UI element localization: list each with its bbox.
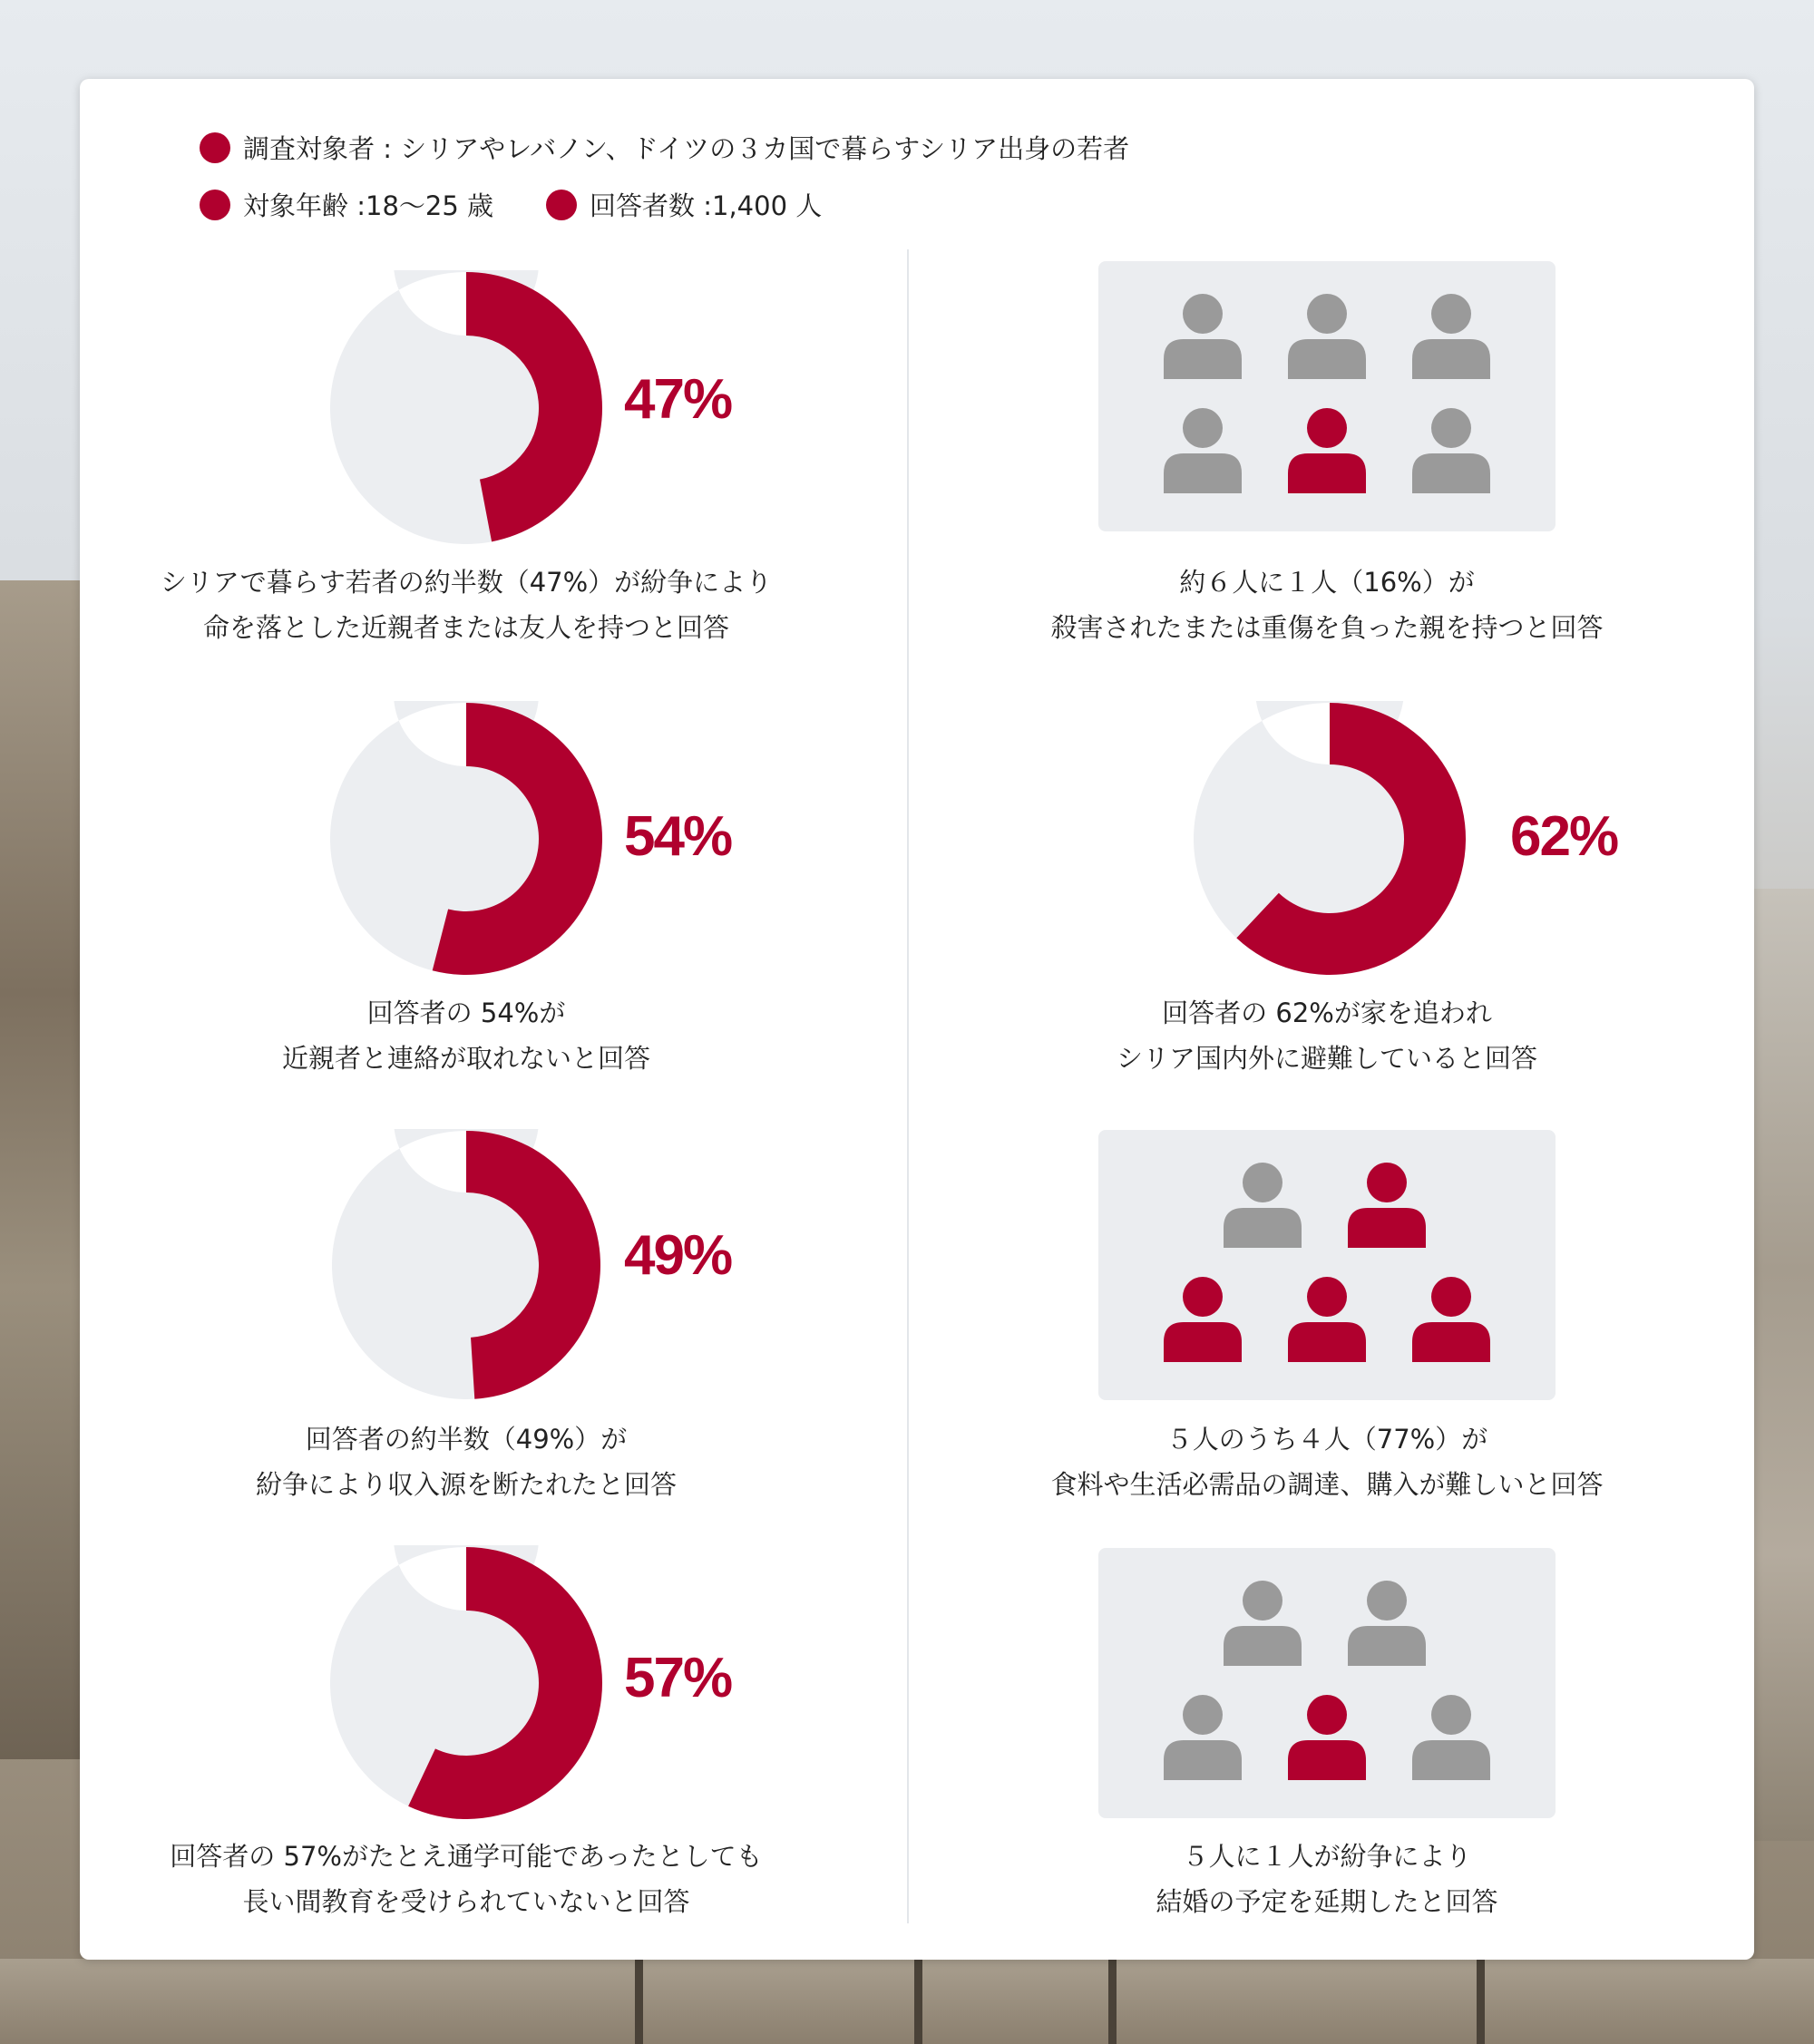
person-highlighted-icon <box>1288 1275 1366 1362</box>
background-ground <box>0 1959 1814 2044</box>
caption-line: 命を落とした近親者または友人を持つと回答 <box>202 612 729 643</box>
caption-line: 近親者と連絡が取れないと回答 <box>281 1043 650 1074</box>
caption <box>149 560 784 650</box>
legend-dot-icon <box>200 132 230 163</box>
caption <box>1009 1834 1644 1924</box>
legend-item <box>200 129 1129 166</box>
caption <box>149 990 784 1081</box>
background-ruins-left <box>0 580 91 1759</box>
background-post <box>1108 1959 1117 2044</box>
pictograph-panel-4-of-5 <box>1098 1130 1556 1400</box>
legend-label: 対象年齢 :18〜25 歳 <box>243 190 494 221</box>
pictograph-panel-1-of-6 <box>1098 261 1556 531</box>
percent-label: 49% <box>624 1224 732 1287</box>
caption <box>1009 990 1644 1081</box>
legend-label: 回答者数 :1,400 人 <box>590 190 823 221</box>
background-post <box>1477 1959 1485 2044</box>
person-highlighted-icon <box>1412 1275 1490 1362</box>
legend-dot-icon <box>546 190 577 220</box>
caption-line: 殺害されたまたは重傷を負った親を持つと回答 <box>1050 612 1604 643</box>
caption-line: 結婚の予定を延期したと回答 <box>1156 1886 1498 1917</box>
person-icon <box>1164 406 1242 493</box>
caption-line: シリアで暮らす若者の約半数（47%）が紛争により <box>160 567 773 598</box>
caption-line: 食料や生活必需品の調達、購入が難しいと回答 <box>1050 1469 1604 1500</box>
background-ruins-right <box>1751 889 1814 1841</box>
background-post <box>914 1959 922 2044</box>
person-highlighted-icon <box>1348 1161 1426 1248</box>
person-highlighted-icon <box>1288 406 1366 493</box>
person-icon <box>1412 406 1490 493</box>
person-icon <box>1164 292 1242 379</box>
percent-label: 57% <box>624 1647 732 1709</box>
caption-line: 紛争により収入源を断たれたと回答 <box>255 1469 677 1500</box>
donut-chart-47 <box>328 270 604 546</box>
percent-label: 62% <box>1510 805 1618 868</box>
caption <box>149 1416 784 1507</box>
legend-item <box>200 186 493 223</box>
caption-line: ５人のうち４人（77%）が <box>1165 1424 1488 1455</box>
caption <box>149 1834 784 1924</box>
person-icon <box>1348 1579 1426 1666</box>
pictograph-panel-1-of-5 <box>1098 1548 1556 1818</box>
caption-line: 回答者の 57%がたとえ通学可能であったとしても <box>170 1841 763 1872</box>
legend-row-1 <box>200 129 1182 166</box>
person-icon <box>1224 1579 1302 1666</box>
percent-label: 47% <box>624 368 732 431</box>
donut-chart-49 <box>330 1129 602 1401</box>
donut-chart-62 <box>1192 701 1468 977</box>
legend-dot-icon <box>200 190 230 220</box>
caption-line: 約６人に１人（16%）が <box>1179 567 1475 598</box>
caption-line: ５人に１人が紛争により <box>1182 1841 1472 1872</box>
caption-line: 回答者の 62%が家を追われ <box>1162 998 1492 1028</box>
person-icon <box>1412 1693 1490 1780</box>
person-icon <box>1164 1693 1242 1780</box>
legend-item <box>546 186 822 223</box>
person-highlighted-icon <box>1288 1693 1366 1780</box>
caption <box>1009 1416 1644 1507</box>
infographic-card <box>80 79 1754 1960</box>
donut-chart-54 <box>328 701 604 977</box>
column-divider <box>907 249 909 1923</box>
person-icon <box>1288 292 1366 379</box>
caption-line: 回答者の 54%が <box>366 998 566 1028</box>
legend-row-2 <box>200 186 874 223</box>
person-highlighted-icon <box>1164 1275 1242 1362</box>
donut-chart-57 <box>328 1545 604 1821</box>
person-icon <box>1412 292 1490 379</box>
caption-line: シリア国内外に避難していると回答 <box>1116 1043 1537 1074</box>
caption <box>1009 560 1644 650</box>
background-post <box>635 1959 643 2044</box>
caption-line: 回答者の約半数（49%）が <box>305 1424 628 1455</box>
legend-label: 調査対象者 : シリアやレバノン、ドイツの３カ国で暮らすシリア出身の若者 <box>243 133 1130 164</box>
percent-label: 54% <box>624 805 732 868</box>
person-icon <box>1224 1161 1302 1248</box>
caption-line: 長い間教育を受けられていないと回答 <box>242 1886 690 1917</box>
